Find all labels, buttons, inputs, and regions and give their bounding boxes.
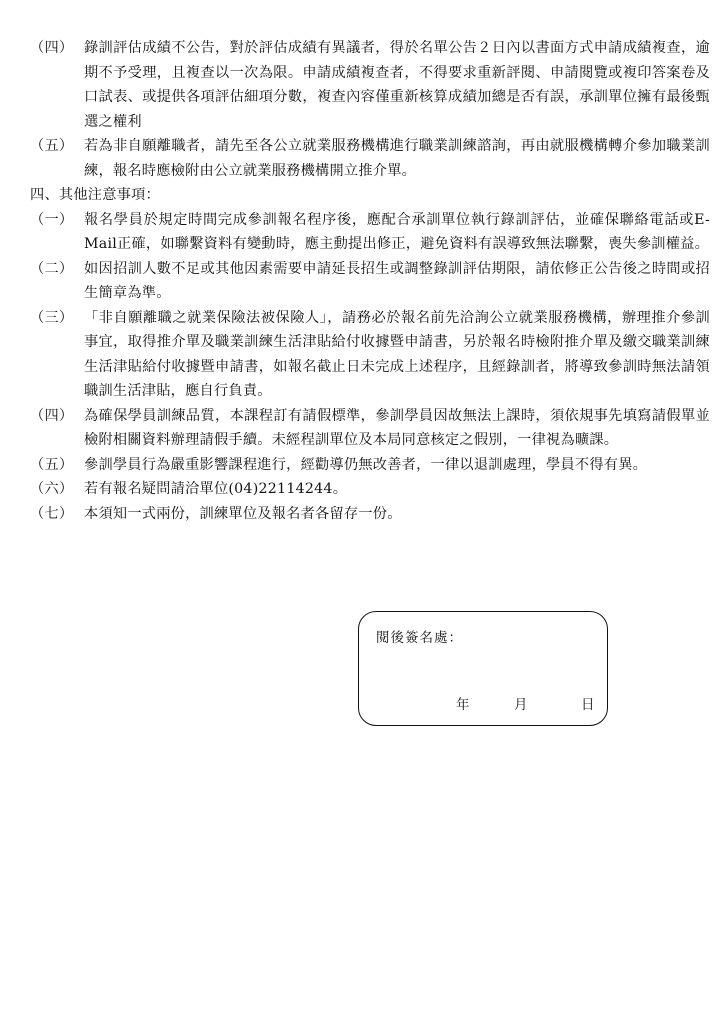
item-marker: （三） xyxy=(30,309,74,326)
signature-month-label: 月 xyxy=(514,697,528,713)
list-item-3-5 xyxy=(30,134,710,183)
item-text: 若有報名疑問請洽單位(04)22114244。 xyxy=(84,481,348,497)
item-marker: （六） xyxy=(30,481,74,497)
item-text: 如因招訓人數不足或其他因素需要申請延長招生或調整錄訓評估期限，請依修正公告後之時間或招生簡章為準。 xyxy=(84,260,710,301)
list-item-4-2 xyxy=(30,257,710,306)
item-marker: （五） xyxy=(30,138,74,154)
notice-content xyxy=(30,36,710,526)
item-marker: （五） xyxy=(30,456,74,473)
item-marker: （二） xyxy=(30,260,74,277)
list-item-4-7 xyxy=(30,502,710,527)
list-item-3-4 xyxy=(30,36,710,134)
item-text: 為確保學員訓練品質，本課程訂有請假標準，參訓學員因故無法上課時，須依規事先填寫請假單並檢附相關資料辦理請假手續。未經程訓單位及本局同意核定之假別，一律視為曠課。 xyxy=(84,407,710,448)
signature-box[interactable] xyxy=(358,611,608,726)
section-heading-other-notes: 四、其他注意事項： xyxy=(30,187,160,203)
signature-day-label: 日 xyxy=(581,697,595,713)
item-marker: （四） xyxy=(30,40,74,56)
item-text: 錄訓評估成績不公告，對於評估成績有異議者，得於名單公告２日內以書面方式申請成績複查，逾期不予受理，且複查以一次為限。申請成績複查者，不得要求重新評閱、申請閱覽或複印答案卷及口試表、或提供各項評估細項分數，複查內容僅重新核算成績加總是否有誤，承訓單位擁有最後甄選之權利 xyxy=(84,40,710,130)
signature-label: 閱後簽名處： xyxy=(376,630,463,646)
list-item-4-4 xyxy=(30,404,710,453)
item-marker: （七） xyxy=(30,505,74,522)
item-text: 參訓學員行為嚴重影響課程進行，經勸導仍無改善者，一律以退訓處理，學員不得有異。 xyxy=(84,456,648,473)
item-marker: （一） xyxy=(30,211,74,228)
list-item-4-6 xyxy=(30,477,710,502)
signature-year-label: 年 xyxy=(456,697,470,713)
list-item-4-1 xyxy=(30,208,710,257)
item-text: 本須知一式兩份，訓練單位及報名者各留存一份。 xyxy=(84,505,402,522)
item-text: 若為非自願離職者，請先至各公立就業服務機構進行職業訓練諮詢，再由就服機構轉介參加職業訓練，報名時應檢附由公立就業服務機構開立推介單。 xyxy=(84,138,710,179)
item-text: 報名學員於規定時間完成參訓報名程序後，應配合承訓單位執行錄訓評估，並確保聯絡電話或E-Mail正確，如聯繫資料有變動時，應主動提出修正，避免資料有誤導致無法聯繫，喪失參訓權益。 xyxy=(84,211,710,252)
list-item-4-3 xyxy=(30,306,710,404)
item-marker: （四） xyxy=(30,407,74,424)
item-text: 「非自願離職之就業保險法被保險人」，請務必於報名前先洽詢公立就業服務機構，辦理推介參訓事宜，取得推介單及職業訓練生活津貼給付收據暨申請書，另於報名時檢附推介單及繳交職業訓練生活津貼給付收據暨申請書，如報名截止日未完成上述程序，且經錄訓者，將導致參訓時無法請領職訓生活津貼，應自行負責。 xyxy=(84,309,710,399)
list-item-4-5 xyxy=(30,453,710,478)
